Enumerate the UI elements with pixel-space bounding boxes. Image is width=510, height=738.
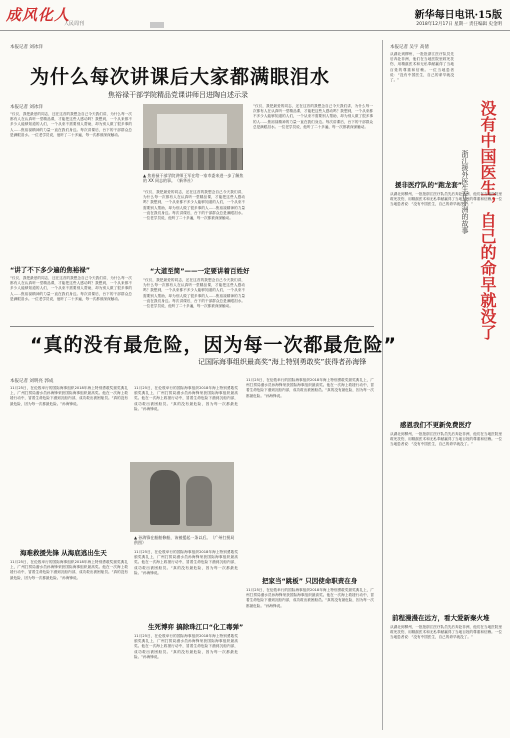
right-body-a: 从湖北到柳州，一批批浙江医疗队员先后奔赴非洲，他们在当地医院里救死扶伤，用精湛医术和无私奉献赢得了当地百姓的尊重和信赖。一位当地患者说：“没有中国医生，自己的命早就没了。” [390, 52, 454, 83]
column-divider [382, 40, 383, 730]
photo-person-2 [186, 476, 212, 526]
article1-byline: 本报记者 刘冰洋 [10, 105, 43, 110]
article1-body-col1: “仅仅，我把最爱的同志，还在这首的我想念自己今天我们讲，为什么每一次都有人在认真听一堂精品课，才能把这些人感动吗？我想到，一个从来都不多少人能够知道的人们，一个从来不需要别人帮助，却为别人做了很多事的人……焦裕禄精神的力量一直在我们身边。每次讲课后，台下的干部群众总是满眼泪水。一位老学员说，他听了二十多遍，每一次都被深深触动。 [10, 112, 132, 137]
logo-icon [150, 22, 164, 28]
article2-photo [130, 462, 234, 532]
article2-subhead: 记国际海事组织最高奖“海上特别勇敢奖”获得者孙海锋 [198, 358, 367, 366]
photo-screen [157, 114, 227, 144]
right-vertical-title: 没有中国医生，自己的命早就没了 [478, 100, 497, 340]
masthead-divider [0, 30, 510, 31]
article1-section1-heading: “讲了不下多少遍的焦裕禄” [10, 266, 91, 274]
right-body-d: 从湖北到柳州，一批批浙江医疗队员先后奔赴非洲，他们在当地医院里救死扶伤，用精湛医术和无私奉献赢得了当地百姓的尊重和信赖。一位当地患者说：“没有中国医生，自己的命早就没了。” [390, 625, 502, 640]
article1-subhead: 焦裕禄干部学院精品党课讲师吕进陶自述示录 [108, 91, 248, 99]
article-divider [10, 326, 374, 327]
article2-photo-caption: ▲ 孙海锋在船舶修船，该被援起一条以后。（广州打捞局供图） [134, 535, 235, 545]
photo-audience [143, 148, 243, 170]
article1-byline-top: 本报记者 刘冰洋 [10, 45, 43, 50]
right-vertical-subtitle: 浙江援外医生在非洲的故事 [461, 150, 469, 234]
article1-body-col2b: “仅仅，我把最爱的同志，还在这首的我想念自己今天我们讲，为什么每一次都有人在认真听一堂精品课，才能把这些人感动吗？我想到，一个从来都不多少人能够知道的人们，一个从来不需要别人帮助，却为别人做了很多事的人……焦裕禄精神的力量一直在我们身边。每次讲课后，台下的干部群众总是满眼泪水。一位老学员说，他听了二十多遍，每一次都被深深触动。 [143, 278, 245, 309]
right-body-b: 从湖北到柳州，一批批浙江医疗队员先后奔赴非洲，他们在当地医院里救死扶伤，用精湛医术和无私奉献赢得了当地百姓的尊重和信赖。一位当地患者说：“没有中国医生，自己的命早就没了。” [390, 192, 502, 207]
article2-section3-heading: 把家当“跳板” 只因使命职责在身 [262, 577, 358, 585]
right-byline: 本报记者 吴宇 高倩 [390, 45, 429, 50]
article2-headline: “真的没有最危险，因为每一次都最危险” [30, 334, 397, 356]
article2-body-col3b: 11月25日，在伦敦举行的国际海事组织2018年海上特别勇敢奖颁奖典礼上，广州打捞局潜水员孙海锋荣获国际海事组织最高奖。他在一次海上救援行动中，冒着生命危险下潜到沉船内部，成功救出被困船员。“真的没有最危险，因为每一次都最危险。”孙海锋说。 [246, 588, 374, 608]
article2-section1-heading: 海难救援先锋 从海底逃出生天 [20, 549, 107, 557]
masthead [0, 0, 510, 30]
article1-body-col1b: “仅仅，我把最爱的同志，还在这首的我想念自己今天我们讲，为什么每一次都有人在认真听一堂精品课，才能把这些人感动吗？我想到，一个从来都不多少人能够知道的人们，一个从来不需要别人帮助，却为别人做了很多事的人……焦裕禄精神的力量一直在我们身边。每次讲课后，台下的干部群众总是满眼泪水。一位老学员说，他听了二十多遍，每一次都被深深触动。 [10, 276, 132, 301]
article2-body-col2: 11月25日，在伦敦举行的国际海事组织2018年海上特别勇敢奖颁奖典礼上，广州打捞局潜水员孙海锋荣获国际海事组织最高奖。他在一次海上救援行动中，冒着生命危险下潜到沉船内部，成功救出被困船员。“真的没有最危险，因为每一次都最危险。”孙海锋说。 [134, 386, 238, 411]
photo-person-1 [150, 470, 180, 525]
article2-body-col2b: 11月25日，在伦敦举行的国际海事组织2018年海上特别勇敢奖颁奖典礼上，广州打捞局潜水员孙海锋荣获国际海事组织最高奖。他在一次海上救援行动中，冒着生命危险下潜到沉船内部，成功救出被困船员。“真的没有最危险，因为每一次都最危险。”孙海锋说。 [134, 550, 238, 575]
article1-photo [143, 104, 243, 170]
article1-body-col2: “仅仅，我把最爱的同志，还在这首的我想念自己今天我们讲，为什么每一次都有人在认真听一堂精品课，才能把这些人感动吗？我想到，一个从来都不多少人能够知道的人们，一个从来不需要别人帮助，却为别人做了很多事的人……焦裕禄精神的力量一直在我们身边。每次讲课后，台下的干部群众总是满眼泪水。一位老学员说，他听了二十多遍，每一次都被深深触动。 [143, 190, 245, 221]
article1-body-col3: “仅仅，我把最爱的同志，还在这首的我想念自己今天我们讲，为什么每一次都有人在认真听一堂精品课，才能把这些人感动吗？我想到，一个从来都不多少人能够知道的人们，一个从来不需要别人帮助，却为别人做了很多事的人……焦裕禄精神的力量一直在我们身边。每次讲课后，台下的干部群众总是满眼泪水。一位老学员说，他听了二十多遍，每一次都被深深触动。 [253, 104, 373, 129]
article2-body-col3: 11月25日，在伦敦举行的国际海事组织2018年海上特别勇敢奖颁奖典礼上，广州打捞局潜水员孙海锋荣获国际海事组织最高奖。他在一次海上救援行动中，冒着生命危险下潜到沉船内部，成功救出被困船员。“真的没有最危险，因为每一次都最危险。”孙海锋说。 [246, 378, 374, 398]
brand-title: 成风化人 [6, 6, 71, 24]
article2-section2-heading: 生死博弈 搞除珠江口“化工毒弹” [148, 623, 244, 631]
right-section1-heading: 援非医疗队的“跑龙套” [395, 181, 463, 189]
article2-body-col2c: 11月25日，在伦敦举行的国际海事组织2018年海上特别勇敢奖颁奖典礼上，广州打捞局潜水员孙海锋荣获国际海事组织最高奖。他在一次海上救援行动中，冒着生命危险下潜到沉船内部，成功救出被困船员。“真的没有最危险，因为每一次都最危险。”孙海锋说。 [134, 634, 238, 659]
right-section3-heading: 前程漫漫在远方，看大爱新秦火堆 [392, 614, 490, 622]
article1-photo-caption: ▲ 焦裕禄干部学院讲师王军在给一家市委来进一步了解焦的 XX 同志的事。（新华社） [143, 173, 244, 183]
brand-subtitle: 人民周刊 [64, 21, 85, 27]
article1-section2-heading: “大道至简”——一定要讲着百姓好 [150, 267, 250, 275]
right-body-c: 从湖北到柳州，一批批浙江医疗队员先后奔赴非洲，他们在当地医院里救死扶伤，用精湛医术和无私奉献赢得了当地百姓的尊重和信赖。一位当地患者说：“没有中国医生，自己的命早就没了。” [390, 432, 502, 447]
publication-info: 2018年12月17日 星期一 责任编辑 史金明 [416, 22, 502, 27]
article2-byline: 本报记者 刘明亮 郭成 [10, 379, 54, 384]
edition-label: 新华每日电讯·15版 [414, 10, 502, 21]
article2-body-col1b: 11月25日，在伦敦举行的国际海事组织2018年海上特别勇敢奖颁奖典礼上，广州打捞局潜水员孙海锋荣获国际海事组织最高奖。他在一次海上救援行动中，冒着生命危险下潜到沉船内部，成功救出被困船员。“真的没有最危险，因为每一次都最危险。”孙海锋说。 [10, 560, 128, 580]
article2-body-col1: 11月25日，在伦敦举行的国际海事组织2018年海上特别勇敢奖颁奖典礼上，广州打捞局潜水员孙海锋荣获国际海事组织最高奖。他在一次海上救援行动中，冒着生命危险下潜到沉船内部，成功救出被困船员。“真的没有最危险，因为每一次都最危险。”孙海锋说。 [10, 386, 128, 406]
article1-headline: 为什么每次讲课后大家都满眼泪水 [30, 66, 331, 88]
right-section2-heading: 感恩我们不更新免费医疗 [400, 421, 472, 429]
